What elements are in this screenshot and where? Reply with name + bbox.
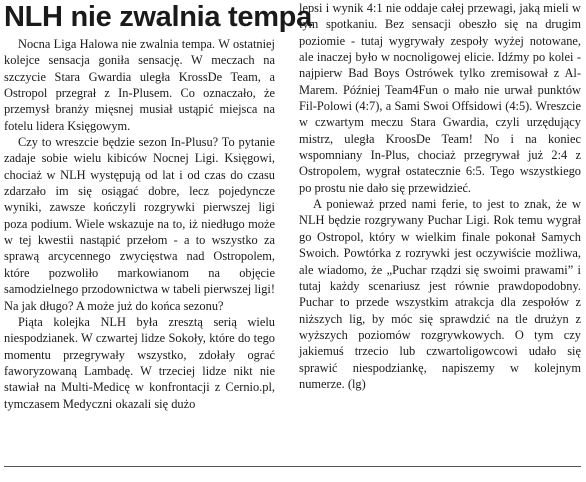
article-paragraph-3-start: Piąta kolejka NLH była zresztą serią wielu niespodzianek. W czwartej lidze Sokoły, które do tego momentu przegrywały wszystko, zdołały ograć faworyzowaną Lambadę. W trzeciej lidze nikt nie stawiał na Multi-Medicę w konfrontacji z Cernio.pl, tymczasem Medyczni okazali się dużo [4,314,275,411]
bottom-divider [4,466,581,467]
article-paragraph-3-continued: lepsi i wynik 4:1 nie oddaje całej przewagi, jaką mieli w tym spotkaniu. Bez sensacji obeszło się na drugim poziomie - tutaj wygrywały zespoły wyżej notowane, ale inaczej było w nocnoligowej elicie. Idźmy po kolei - najpierw Bad Boys Ostrówek tylko zremisował z Al-Marem. Później Team4Fun o mało nie urwał punktów Fil-Polowi (4:7), a Sami Swoi Offsidowi (4:5). Wreszcie w czwartym meczu Stara Gwardia, czyli urzędujący mistrz, uległa KroosDe Team! No i na koniec wspomniany In-Plus, chociaż przegrywał już 2:4 z Ostropolem, wygrał ostatecznie 6:5. Tego wszystkiego po prostu nie dało się przewidzieć. [299,1,581,195]
article-paragraph-2: Czy to wreszcie będzie sezon In-Plusu? To pytanie zadaje sobie wielu kibiców Nocnej Ligi. Księgowi, chociaż w NLH występują od lat i od czas do czasu zdarzało im się osiągać dobre, lecz pojedyncze wyniki, zawsze kończyli rozgrywki pierwszej ligi poza podium. Wiele wskazuje na to, iż niedługo może w tej kwestii nastąpić przełom - a to wszystko za sprawą arcycennego zwycięstwa nad Ostropolem, które pozwoliło markowianom na objęcie samodzielnego przodownictwa w tabeli pierwszej ligi! Na jak długo? A może już do końca sezonu? [4,135,275,313]
article-paragraph-4: A ponieważ przed nami ferie, to jest to znak, że w NLH będzie rozgrywany Puchar Ligi. Rok temu wygrał go Ostropol, który w wielkim finale pokonał Samych Swoich. Powtórka z rozrywki jest oczywiście możliwa, ale wiadomo, że „Puchar rządzi się swoimi prawami” i tutaj każdy scenariusz jest równie prawdopodobny. Puchar to przede wszystkim atrakcja dla zespołów z niższych lig, by móc się sprawdzić na tle drużyn z wyższych poziomów rozgrywkowych. O tym czy jakiemuś trzecio lub czwartoligowcowi udało się sprawić niespodziankę, napiszemy w kolejnym numerze. (lg) [299,197,581,391]
article-column-right [299,0,581,392]
article-column-left [4,36,275,412]
article-paragraph-1: Nocna Liga Halowa nie zwalnia tempa. W ostatniej kolejce sensacja goniła sensację. W meczach na szczycie Stara Gwardia uległa KrossDe Team, a Ostropol przegrał z In-Plusem. Co oznaczało, że przemysł branży mięsnej musiał ustąpić miejsca na fotelu lidera Księgowym. [4,37,275,133]
article-headline: NLH nie zwalnia tempa [4,1,312,33]
